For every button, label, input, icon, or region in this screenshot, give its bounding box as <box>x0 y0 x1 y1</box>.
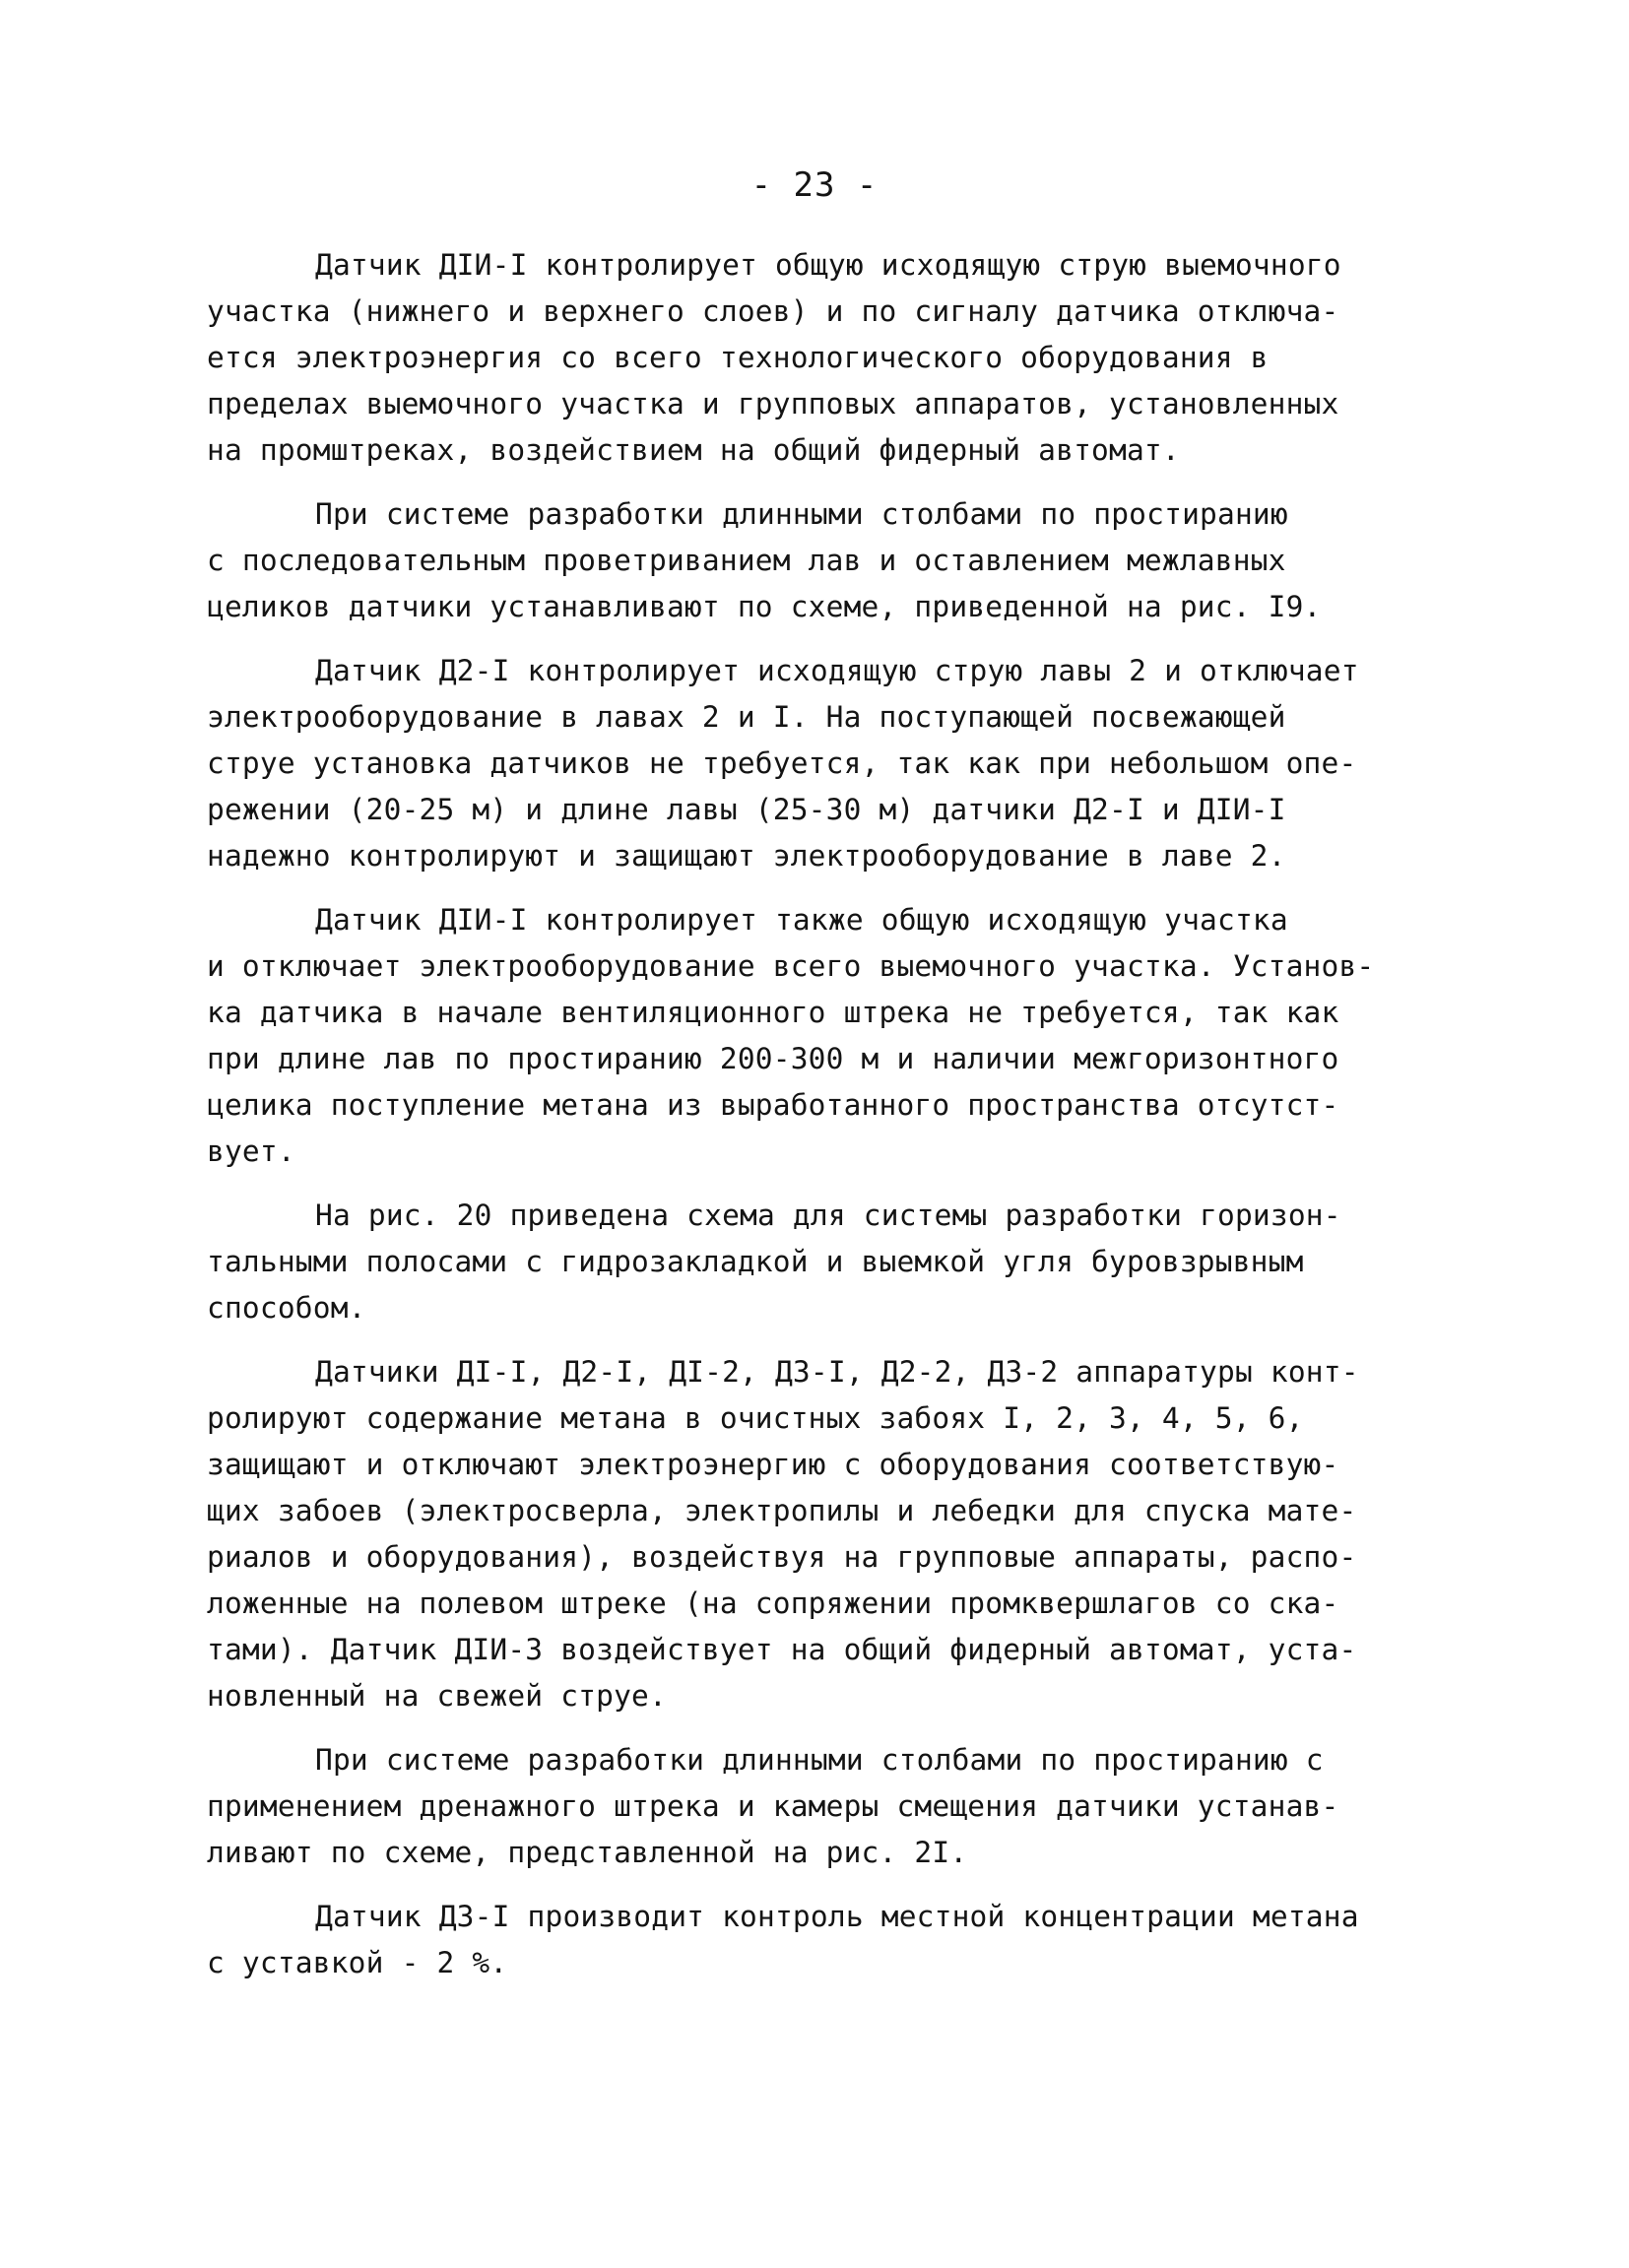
paragraph <box>207 242 1418 474</box>
text-line: ливают по схеме, представленной на рис. 2I. <box>207 1836 968 1869</box>
text-line: тами). Датчик ДIИ-3 воздействует на общий фидерный автомат, уста- <box>207 1633 1357 1666</box>
text-line: Датчик Д3-I производит контроль местной концентрации метана <box>315 1900 1359 1933</box>
text-line: ложенные на полевом штреке (на сопряжении промквершлагов со ска- <box>207 1587 1339 1620</box>
text-line: риалов и оборудования), воздействуя на групповые аппараты, распо- <box>207 1540 1357 1574</box>
text-line: струе установка датчиков не требуется, так как при небольшом опе- <box>207 746 1357 780</box>
text-line: целика поступление метана из выработанного пространства отсутст- <box>207 1088 1339 1122</box>
text-line: пределах выемочного участка и групповых аппаратов, установленных <box>207 387 1339 421</box>
text-line: с уставкой - 2 %. <box>207 1946 508 1979</box>
paragraph <box>207 648 1418 879</box>
text-line: тальными полосами с гидрозакладкой и выемкой угля буровзрывным <box>207 1245 1304 1278</box>
text-line: Датчик Д2-I контролирует исходящую струю лавы 2 и отключает <box>315 654 1359 687</box>
paragraph <box>207 1894 1418 1986</box>
text-line: защищают и отключают электроэнергию с оборудования соответствую- <box>207 1448 1339 1481</box>
text-line: способом. <box>207 1291 366 1325</box>
page-number: - 23 - <box>750 165 879 205</box>
text-line: На рис. 20 приведена схема для системы разработки горизон- <box>315 1199 1341 1232</box>
paragraph <box>207 1349 1418 1719</box>
text-line: Датчик ДIИ-I контролирует общую исходящую струю выемочного <box>315 248 1341 282</box>
paragraph <box>207 1737 1418 1876</box>
paragraph <box>207 897 1418 1175</box>
text-line: целиков датчики устанавливают по схеме, приведенной на рис. I9. <box>207 590 1322 623</box>
text-line: При системе разработки длинными столбами по простиранию <box>315 497 1288 531</box>
text-line: электрооборудование в лавах 2 и I. На поступающей посвежающей <box>207 700 1286 734</box>
paragraph <box>207 1193 1418 1331</box>
text-line: ролируют содержание метана в очистных забоях I, 2, 3, 4, 5, 6, <box>207 1401 1304 1435</box>
text-line: надежно контролируют и защищают электрооборудование в лаве 2. <box>207 839 1286 873</box>
text-line: новленный на свежей струе. <box>207 1679 667 1713</box>
text-line: ка датчика в начале вентиляционного штрека не требуется, так как <box>207 996 1339 1029</box>
text-line: ется электроэнергия со всего технологического оборудования в <box>207 341 1269 374</box>
text-line: применением дренажного штрека и камеры смещения датчики устанав- <box>207 1789 1339 1823</box>
text-line: Датчик ДIИ-I контролирует также общую исходящую участка <box>315 903 1288 937</box>
text-line: режении (20-25 м) и длине лавы (25-30 м) датчики Д2-I и ДIИ-I <box>207 793 1286 826</box>
text-line: с последовательным проветриванием лав и оставлением межлавных <box>207 544 1286 577</box>
text-line: на промштреках, воздействием на общий фидерный автомат. <box>207 433 1180 467</box>
text-line: и отключает электрооборудование всего выемочного участка. Установ- <box>207 949 1375 983</box>
text-line: При системе разработки длинными столбами по простиранию с <box>315 1743 1324 1777</box>
text-line: вует. <box>207 1134 295 1168</box>
paragraph <box>207 491 1418 630</box>
document-body <box>207 242 1418 2004</box>
text-line: участка (нижнего и верхнего слоев) и по сигналу датчика отключа- <box>207 294 1339 328</box>
text-line: при длине лав по простиранию 200-300 м и наличии межгоризонтного <box>207 1042 1339 1075</box>
text-line: щих забоев (электросверла, электропилы и лебедки для спуска мате- <box>207 1494 1357 1527</box>
text-line: Датчики ДI-I, Д2-I, ДI-2, Д3-I, Д2-2, Д3-2 аппаратуры конт- <box>315 1355 1359 1389</box>
